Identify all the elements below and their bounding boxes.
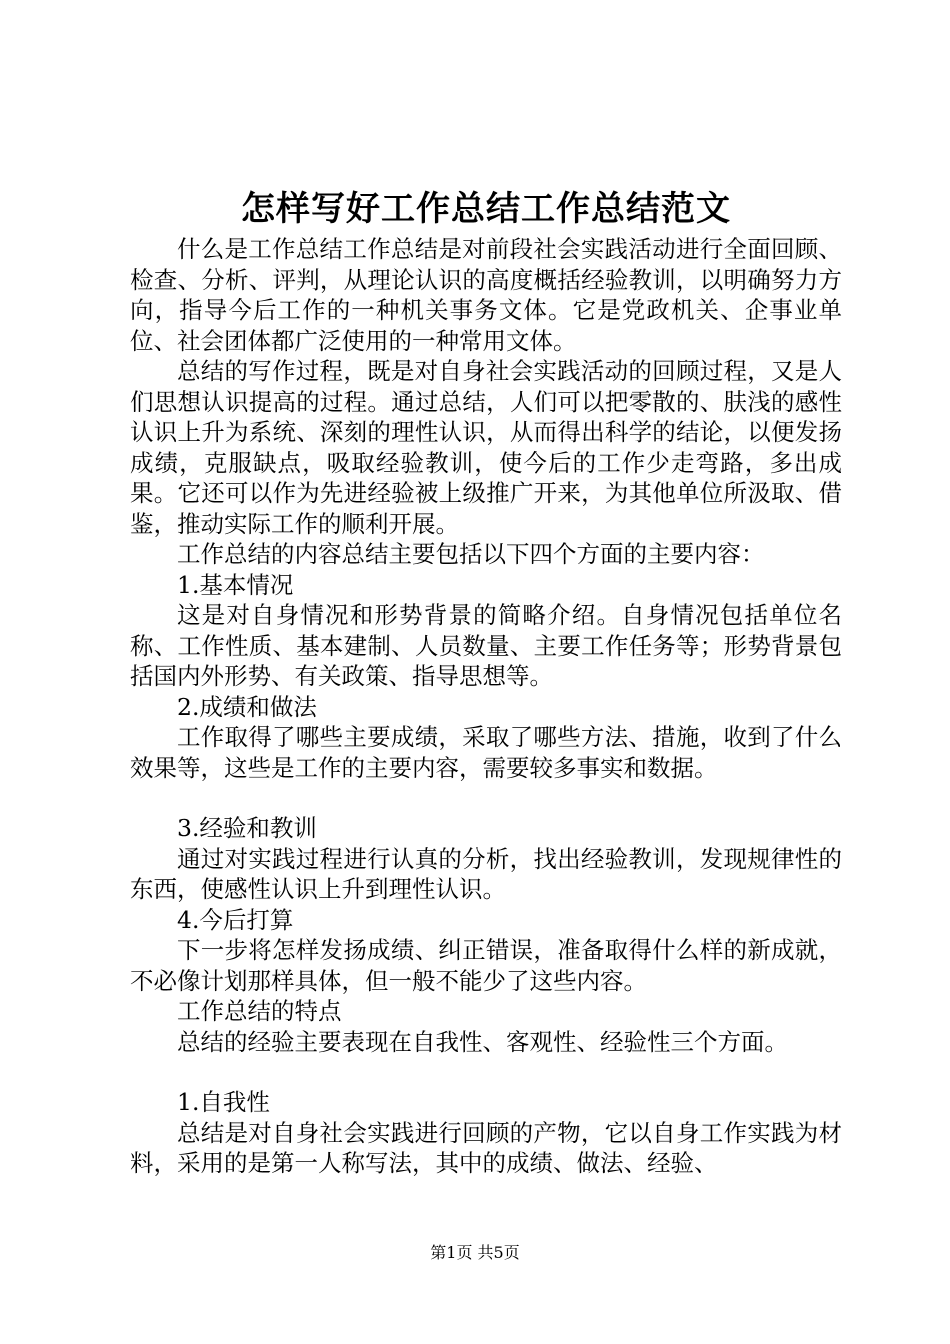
page-title: 怎样写好工作总结工作总结范文 (241, 189, 731, 229)
section-heading: 2.成绩和做法 (177, 692, 317, 721)
body-paragraph: 总结的写作过程，既是对自身社会实践活动的回顾过程，又是人们思想认识提高的过程。通过总结，人们可以把零散的、肤浅的感性认识上升为系统、深刻的理性认识，从而得出科学的结论，以便发扬成绩，克服缺点，吸取经验教训，使今后的工作少走弯路，多出成果。它还可以作为先进经验被上级推广开来，为其他单位所汲取、借鉴，推动实际工作的顺利开展。 (130, 357, 842, 538)
body-paragraph: 下一步将怎样发扬成绩、纠正错误，准备取得什么样的新成就，不必像计划那样具体，但一般不能少了这些内容。 (130, 936, 842, 995)
body-paragraph: 总结是对自身社会实践进行回顾的产物，它以自身工作实践为材料，采用的是第一人称写法，其中的成绩、做法、经验、 (130, 1118, 842, 1177)
body-paragraph: 工作总结的内容总结主要包括以下四个方面的主要内容： (177, 540, 765, 568)
section-heading: 1.基本情况 (177, 570, 294, 599)
body-paragraph: 通过对实践过程进行认真的分析，找出经验教训，发现规律性的东西，使感性认识上升到理性认识。 (130, 844, 842, 903)
section-heading: 工作总结的特点 (177, 997, 342, 1025)
document-page (130, 186, 842, 1179)
section-heading: 3.经验和教训 (177, 814, 317, 842)
body-paragraph: 什么是工作总结工作总结是对前段社会实践活动进行全面回顾、检查、分析、评判，从理论认识的高度概括经验教训，以明确努力方向，指导今后工作的一种机关事务文体。它是党政机关、企事业单位、社会团体都广泛使用的一种常用文体。 (130, 235, 842, 355)
section-heading: 4.今后打算 (177, 905, 294, 934)
body-paragraph: 工作取得了哪些主要成绩，采取了哪些方法、措施，收到了什么效果等，这些是工作的主要内容，需要较多事实和数据。 (130, 723, 842, 782)
paragraph-spacer (130, 1057, 842, 1087)
section-heading: 1.自我性 (177, 1088, 270, 1116)
body-paragraph: 总结的经验主要表现在自我性、客观性、经验性三个方面。 (177, 1027, 788, 1056)
paragraph-spacer (130, 783, 842, 813)
page-footer: 第1页 共5页 (430, 1243, 520, 1262)
document-body (130, 234, 842, 1179)
body-paragraph: 这是对自身情况和形势背景的简略介绍。自身情况包括单位名称、工作性质、基本建制、人员数量、主要工作任务等；形势背景包括国内外形势、有关政策、指导思想等。 (130, 601, 842, 690)
